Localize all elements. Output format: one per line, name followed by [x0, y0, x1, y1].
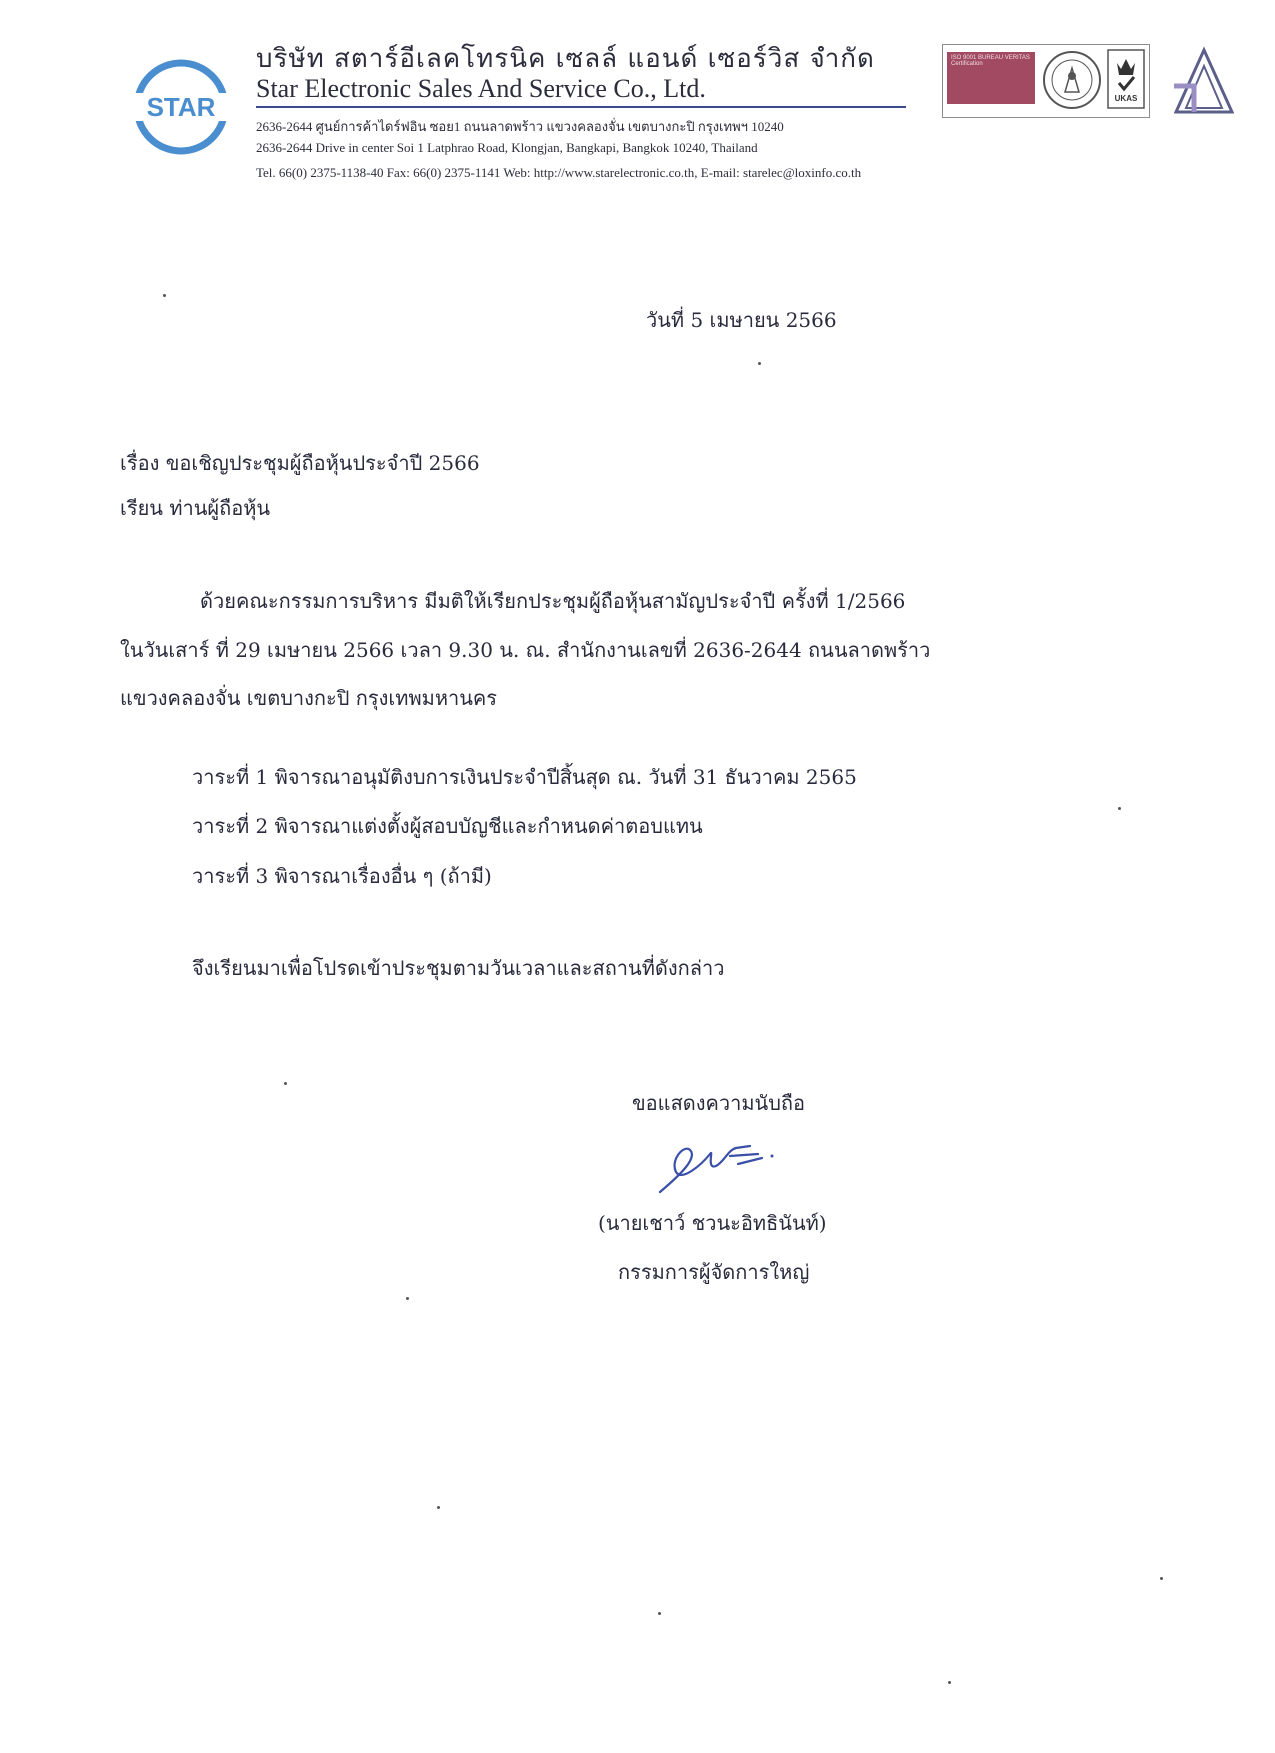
- certification-box: [942, 44, 1150, 118]
- company-name-thai: บริษัท สตาร์อีเลคโทรนิค เซลล์ แอนด์ เซอร์วิส จำกัด: [256, 44, 875, 74]
- scan-speck: [163, 294, 166, 297]
- agenda-item: วาระที่ 3 พิจารณาเรื่องอื่น ๆ (ถ้ามี): [192, 864, 492, 888]
- scan-speck: [284, 1082, 287, 1085]
- agenda-item: วาระที่ 1 พิจารณาอนุมัติงบการเงินประจำปีสิ้นสุด ณ. วันที่ 31 ธันวาคม 2565: [192, 765, 857, 789]
- svg-text:UKAS: UKAS: [1114, 94, 1138, 103]
- agenda-item: วาระที่ 2 พิจารณาแต่งตั้งผู้สอบบัญชีและกำหนดค่าตอบแทน: [192, 814, 703, 838]
- paragraph-line: ด้วยคณะกรรมการบริหาร มีมติให้เรียกประชุมผู้ถือหุ้นสามัญประจำปี ครั้งที่ 1/2566: [200, 589, 906, 613]
- star-logo: [126, 56, 236, 158]
- address-thai: 2636-2644 ศูนย์การค้าไดร์ฟอิน ซอย1 ถนนลาดพร้าว แขวงคลองจั่น เขตบางกะปิ กรุงเทพฯ 10240: [256, 119, 784, 134]
- paragraph-line: แขวงคลองจั่น เขตบางกะปิ กรุงเทพมหานคร: [120, 686, 498, 710]
- letter-salutation: เรียน ท่านผู้ถือหุ้น: [120, 496, 271, 520]
- signer-position: กรรมการผู้จัดการใหญ่: [618, 1260, 810, 1284]
- scan-speck: [658, 1612, 661, 1615]
- bureau-veritas-badge: ISO 9001 BUREAU VERITAS Certification: [947, 52, 1035, 104]
- thai-standard-triangle-icon: [1172, 46, 1236, 118]
- ukas-crown-icon: [1107, 49, 1145, 111]
- bureau-veritas-seal-icon: [1041, 48, 1103, 112]
- regards-line: ขอแสดงความนับถือ: [632, 1091, 806, 1115]
- handwritten-signature: [650, 1120, 800, 1200]
- letterhead-divider: [256, 106, 906, 108]
- address-english: 2636-2644 Drive in center Soi 1 Latphrao Road, Klongjan, Bangkapi, Bangkok 10240, Thailand: [256, 140, 758, 155]
- scan-speck: [1118, 807, 1121, 810]
- scan-speck: [758, 362, 761, 365]
- scan-speck: [437, 1506, 440, 1509]
- paragraph-line: ในวันเสาร์ ที่ 29 เมษายน 2566 เวลา 9.30 น. ณ. สำนักงานเลขที่ 2636-2644 ถนนลาดพร้าว: [120, 638, 931, 662]
- scan-speck: [406, 1297, 409, 1300]
- scan-speck: [948, 1681, 951, 1684]
- contact-line: Tel. 66(0) 2375-1138-40 Fax: 66(0) 2375-1141 Web: http://www.starelectronic.co.th, E-mail: starelec@loxinfo.co.th: [256, 165, 862, 180]
- letter-subject: เรื่อง ขอเชิญประชุมผู้ถือหุ้นประจำปี 2566: [120, 451, 480, 475]
- company-name-english: Star Electronic Sales And Service Co., Ltd.: [256, 74, 706, 103]
- svg-text:STAR: STAR: [146, 92, 216, 122]
- letter-date: วันที่ 5 เมษายน 2566: [646, 308, 837, 332]
- closing-line: จึงเรียนมาเพื่อโปรดเข้าประชุมตามวันเวลาและสถานที่ดังกล่าว: [192, 956, 725, 980]
- signer-name: (นายเชาว์ ชวนะอิทธินันท์): [598, 1211, 827, 1235]
- scan-speck: [1160, 1577, 1163, 1580]
